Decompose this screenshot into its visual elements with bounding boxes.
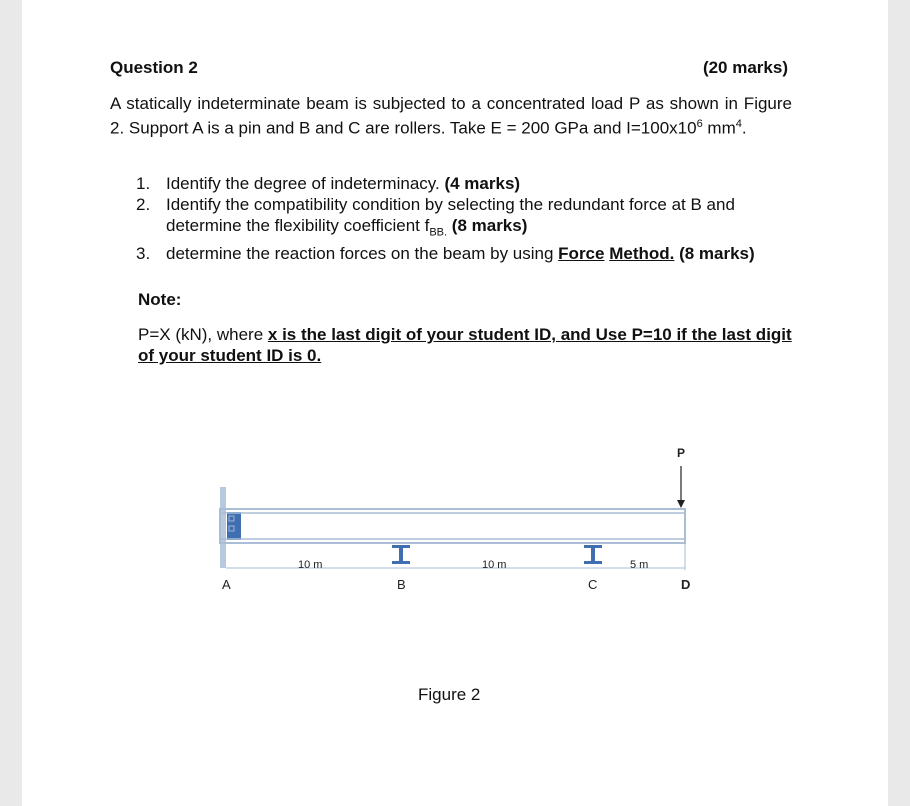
span-label-bc: 10 m: [482, 559, 507, 571]
exponent-6: 6: [696, 118, 703, 130]
method-underlined: Method.: [609, 244, 675, 264]
task-number: 1.: [136, 174, 151, 193]
task-number: 3.: [136, 244, 151, 264]
task-text: Identify the compatibility condition by selecting the redundant force at B and determine the flexibility coefficient f: [166, 195, 735, 235]
span-label-cd: 5 m: [630, 559, 649, 571]
question-marks: (20 marks): [702, 58, 788, 77]
note-underlined: x is the last digit of your student ID, and Use P=10 if the last digit of your student ID is 0.: [138, 325, 792, 365]
load-label: P: [677, 446, 686, 460]
task-marks: (4 marks): [444, 174, 521, 193]
task-marks: (8 marks): [674, 244, 755, 264]
support-label-c: C: [588, 577, 598, 592]
exponent-4: 4: [735, 118, 742, 130]
support-label-d: D: [681, 577, 691, 592]
task-text: Identify the degree of indeterminacy.: [166, 174, 445, 193]
intro-text: A statically indeterminate beam is subjected to a concentrated load P as shown in Figure 2. Support A is a pin and B and C are rollers. Take E = 200 GPa and I=100x10: [110, 94, 792, 138]
intro-tail: .: [741, 118, 747, 138]
task-marks: (8 marks): [447, 216, 528, 235]
roller-support-b: [392, 545, 410, 564]
document-page: [22, 0, 888, 806]
note-label: Note:: [138, 290, 182, 309]
support-label-a: A: [222, 577, 231, 592]
unit-text: mm: [702, 118, 736, 138]
task-number: 2.: [136, 195, 151, 214]
figure-caption: Figure 2: [418, 685, 481, 704]
roller-support-c: [584, 545, 602, 564]
task-text: determine the reaction forces on the beam by using: [166, 244, 559, 264]
load-arrow-head: [677, 500, 685, 508]
question-title: Question 2: [110, 58, 198, 77]
force-underlined: Force: [558, 244, 605, 264]
beam: [220, 509, 685, 543]
note-prefix: P=X (kN), where: [138, 325, 268, 344]
span-label-ab: 10 m: [298, 559, 323, 571]
support-label-b: B: [397, 577, 406, 592]
task-subscript: BB.: [429, 226, 448, 239]
